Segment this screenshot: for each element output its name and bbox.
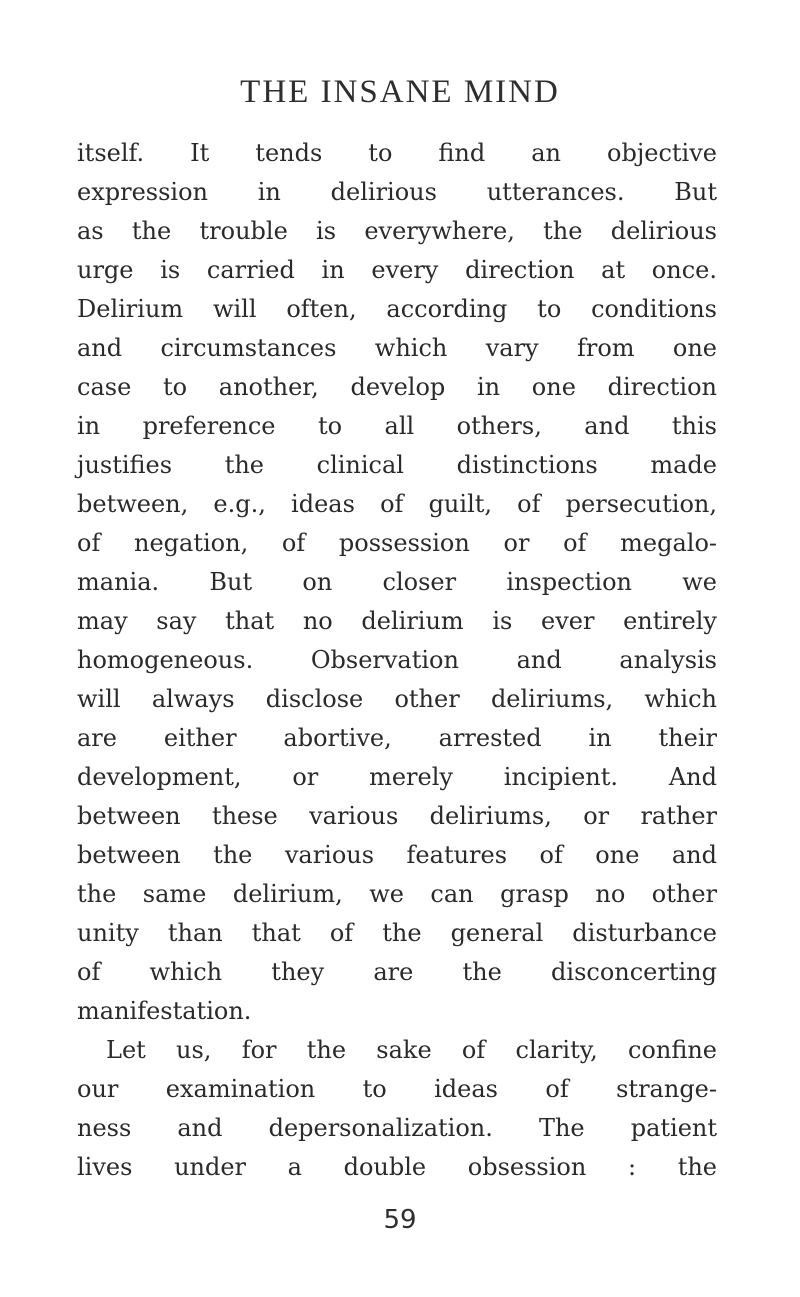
text-line: may say that no delirium is ever entirely (77, 607, 717, 635)
text-line: between the various features of one and (77, 841, 717, 869)
text-line: as the trouble is everywhere, the delirious (77, 217, 717, 245)
text-line: lives under a double obsession : the (77, 1153, 717, 1181)
text-line: will always disclose other deliriums, which (77, 685, 717, 713)
text-line: justifies the clinical distinctions made (77, 451, 717, 479)
text-line: are either abortive, arrested in their (77, 724, 717, 752)
text-line: case to another, develop in one direction (77, 373, 717, 401)
text-line: of which they are the disconcerting (77, 958, 717, 986)
text-line: Delirium will often, according to conditions (77, 295, 717, 323)
text-line: the same delirium, we can grasp no other (77, 880, 717, 908)
text-line: development, or merely incipient. And (77, 763, 717, 791)
paragraph-first-line: Let us, for the sake of clarity, confine (106, 1036, 717, 1064)
text-line: unity than that of the general disturbance (77, 919, 717, 947)
running-head: THE INSANE MIND (240, 74, 560, 110)
text-line: between, e.g., ideas of guilt, of persecution, (77, 490, 717, 518)
page-number: 59 (383, 1205, 417, 1235)
text-line: ness and depersonalization. The patient (77, 1114, 717, 1142)
text-line: our examination to ideas of strange- (77, 1075, 717, 1103)
text-line: urge is carried in every direction at once. (77, 256, 717, 284)
text-line: and circumstances which vary from one (77, 334, 717, 362)
text-line: expression in delirious utterances. But (77, 178, 717, 206)
text-line: itself. It tends to find an objective (77, 139, 717, 167)
text-line: homogeneous. Observation and analysis (77, 646, 717, 674)
text-line: of negation, of possession or of megalo- (77, 529, 717, 557)
text-line: between these various deliriums, or rather (77, 802, 717, 830)
text-line: manifestation. (77, 997, 252, 1025)
text-line: mania. But on closer inspection we (77, 568, 717, 596)
text-line: in preference to all others, and this (77, 412, 717, 440)
